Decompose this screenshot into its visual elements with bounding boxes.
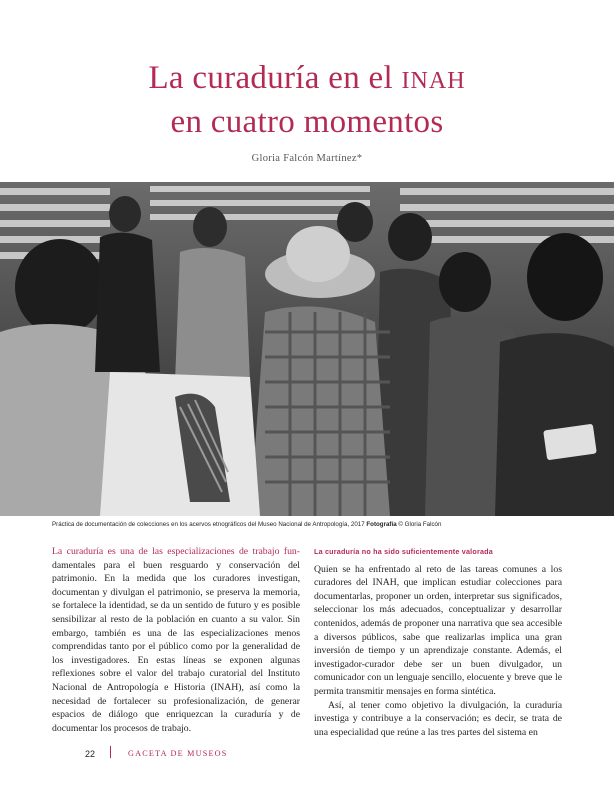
section-subhead: La curaduría no ha sido suficientemente valorada [314, 547, 493, 556]
intro-paragraph [52, 545, 300, 735]
caption-credit-label: Fotografía [366, 521, 397, 528]
right-column [314, 545, 562, 739]
title-line-2: en cuatro momentos [170, 104, 444, 140]
page-number: 22 [85, 749, 96, 759]
author-byline: Gloria Falcón Martínez* [251, 153, 363, 164]
paragraph-1: Quien se ha enfrentado al reto de las tareas comunes a los curadores del INAH, que implican estudiar colecciones para documentarlas, proponer un orden, interpretar sus significados, seleccionar los más adecuados, conceptualizar y desarrollar contenidos, además de proponer una narrativa que sea accesible a diversos públicos, sabe que realizarlas implica una gran inversión de tiempo y un aprendizaje constante. Además, el investigador-curador debe ser un buen divulgador, un comunicador con un lenguaje sencillo, elocuente y breve que le permita transmitir mensajes en forma sintética. [314, 563, 562, 697]
photo-illustration [0, 182, 614, 516]
photo-caption [52, 521, 592, 528]
running-head: GACETA DE MUSEOS [128, 749, 228, 758]
title-line-1 [0, 58, 614, 102]
article-title [0, 58, 614, 143]
paragraph-2: Así, al tener como objetivo la divulgación, la curaduría investiga y contribuye a la conservación; es decir, se trata de una especialidad que reúne a las tres partes del sistema en [314, 699, 562, 738]
caption-credit: © Gloria Falcón [396, 521, 442, 528]
lead-in: La curaduría es una de las especializaciones de trabajo fun- [52, 546, 300, 557]
footer-divider [110, 746, 111, 758]
caption-text: Práctica de documentación de colecciones en los acervos etnográficos del Museo Nacional de Antropología, 2017 [52, 521, 367, 528]
title-inah: INAH [401, 68, 466, 94]
intro-body: damentales para el buen resguardo y conservación del patrimonio. En la medida que los curadores investigan, documentan y divulgan el patrimonio, se preserva la memoria, se fortalece la identidad, se da un sentido de futuro y es posible sensibilizar al resto de la población en cuanto a su valor. Sin embargo, también es una de las especializaciones menos comprendidas tanto por el público como por la generalidad de los investigadores. En estas líneas se exponen algunas reflexiones sobre el valor del trabajo curatorial del Instituto Nacional de Antropología e Historia (INAH), así como la necesidad de fortalecer su profesionalización, de generar espacios de diálogo que enriquezcan la curaduría y de documentar los procesos de trabajo. [52, 559, 300, 734]
article-photo [0, 182, 614, 516]
left-column [52, 545, 300, 735]
title-prefix: La curaduría en el [148, 60, 402, 96]
